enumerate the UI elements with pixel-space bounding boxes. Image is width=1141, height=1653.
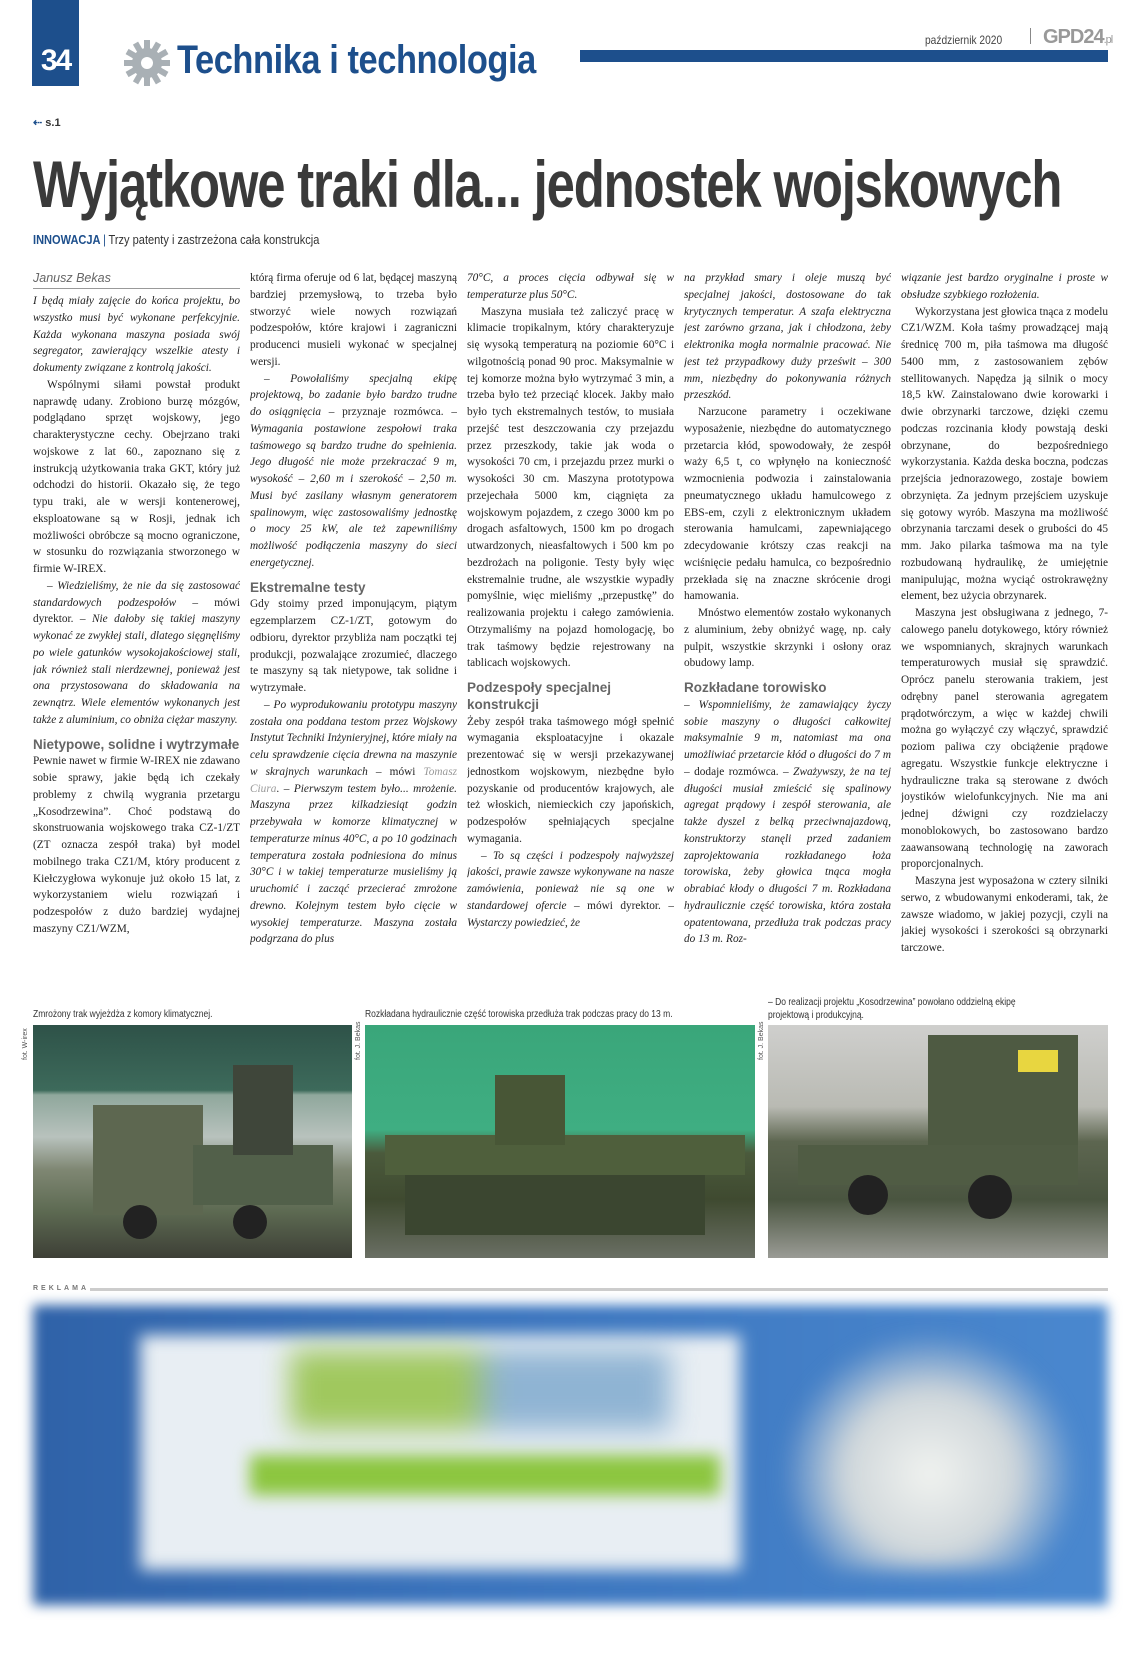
quote-text: – Wiedzieliśmy, że nie da się zastosować standardowych podzespołów (33, 579, 240, 609)
body-text: – mówi dyrektor. – (33, 596, 240, 626)
photo-frozen-sawmill (33, 1025, 352, 1258)
paragraph (467, 270, 674, 304)
paragraph (901, 304, 1108, 606)
quote-text: – Wspomnieliśmy, że zamawiający życzy sobie maszyny o długości całkowitej maksymalnie 9 m, natomiast ma ona umożliwiać przetarcie kłód o długości do 7 m (684, 698, 891, 761)
paragraph (901, 605, 1108, 873)
logo-suffix: .pl (1103, 34, 1113, 46)
quote-text: Pierwszym testem było... mrożenie. Maszyna przez kilkadziesiąt godzin przebywała w komorze klimatycznej w temperaturze minus 40°C, a po 10 godzinach temperatura została podniesiona do minus 30°C i w takiej temperaturze musieliśmy ją uruchomić i zacząć przecierać zmrożone drewno. Kolejnym testem było cięcie w wysokiej temperaturze. Maszyna została podgrzana do plus (250, 782, 457, 946)
photo-credit-1: fot. W-irex (22, 1028, 29, 1060)
paragraph (684, 605, 891, 672)
paragraph (33, 377, 240, 578)
person-name: Tomasz Ciura (250, 765, 457, 795)
body-text: – mówi (367, 765, 424, 778)
paragraph (684, 697, 891, 948)
advertisement-product-image (780, 1330, 1080, 1570)
divider (1030, 28, 1031, 44)
advertisement-strip (250, 1455, 720, 1495)
section-title: Technika i technologia (177, 38, 536, 82)
subheadline: Trzy patenty i zastrzeżona cała konstrukcja (108, 232, 320, 247)
author-byline: Janusz Bekas (33, 270, 240, 289)
continued-from-link[interactable] (33, 116, 61, 129)
arrow-left-icon: ⇠ (33, 117, 43, 129)
photo-caption-2: Rozkładana hydraulicznie część torowiska przedłuża trak podczas pracy do 13 m. (365, 1009, 673, 1020)
photo-caption-1: Zmrożony trak wyjeżdża z komory klimatycznej. (33, 1009, 213, 1020)
paragraph (250, 371, 457, 572)
quote-text: na przykład smary i oleje muszą być specjalnej jakości, dostosowane do tak krytycznych temperatur. A szafa elektryczna jest zarówno grzana, jak i chłodzona, żeby elektronika mogła normalnie pracować. Nie jest też przypadkowy duży prześwit – 300 mm, niezbędny do pokonywania różnych przeszkód. (684, 272, 891, 402)
advertisement-rule (90, 1288, 1108, 1291)
body-text: Wykorzystana jest głowica tnąca z modelu CZ1/WZM. Koła taśmy prowadzącej mają średnicę 700 m, piła taśmowa ma długość 5400 mm, z zastosowaniem zębów stellitowanych. Napędza ją silnik o mocy 18,5 kW. Zainstalowano dwie korowarki i dwie obrzynarki tarczowe, dzięki czemu podczas rozcinania kłody powstają deski obrzynane, do bezpośredniego wykorzystania. Każda deska boczna, podczas przejścia jednorazowego, zostaje bowiem obrzynięta. Za jednym przejściem uzyskuje się gotowy wyrób. Maszyna ma możliwość obrzynania tarczami desek o grubości do 45 mm. Jako pilarka taśmowa ma na tyle rozbudowaną hydraulikę, że umiejętnie manipulując, można wyciąć ostrokrawężny element, bez użycia obrzynarek. (901, 305, 1108, 603)
body-text: Pewnie nawet w firmie W-IREX nie zdawano sobie sprawy, jakie będą ich czekały problemy z chwilą wygrania przetargu „Kosodrzewina”. Choć podstawą do skonstruowania wojskowego traka CZ-1/ZT (ZT oznacza zespół traka) był model mobilnego traka CZ1/M, który producent z Kiełczygłowa wykonuje już około 15 lat, z wykorzystaniem wielu rozwiązań i podzespołów z dużo bardziej wydajnej maszyny CZ1/WZM, (33, 755, 240, 935)
quote-text: – Po wyprodukowaniu prototypu maszyny została ona poddana testom przez Wojskowy Instytut Techniki Inżynieryjnej, które miały na celu sprawdzenie cięcia drewna na maszynie w skrajnych warunkach (250, 698, 457, 778)
body-text: Maszyna musiała też zaliczyć pracę w klimacie tropikalnym, który charakteryzuje się wysoką temperaturą na poziomie 60°C i wilgotnością ponad 90 proc. Maksymalnie w tej komorze można było wytrzymać 3 min, a trzeba było też przeciąć klocek. Jakby mało było tych ekstremalnych testów, to musiała przejść test deszczowania czy przejazdu przez przeszkody, takie jak woda o wysokości 70 cm, i przejazdu przez murki o wysokości 30 cm. Maszyna prototypowa przejechała 5000 km, ciągnięta za wojskowym pojazdem, z czego 3000 km po drogach asfaltowych, 1500 km po drogach utwardzonych, nieasfaltowych i 500 km po bezdrożach na poligonie. Testy były więc ekstremalnie trudne, ale wszystkie wypadły pomyślnie, więc mieliśmy „przepustkę” do realizowania projektu i całego zamówienia. Otrzymaliśmy na pojazd homologację, bo trak taśmowy będzie rejestrowany na tablicach wojskowych. (467, 305, 674, 670)
paragraph (250, 697, 457, 948)
section-rule (580, 50, 1108, 62)
page-number: 34 (32, 0, 79, 86)
body-text: którą firma oferuje od 6 lat, będącej maszyną bardziej przemysłową, to trzeba było stworzyć wiele nowych rozwiązań podzespołów, które krajowi i zagraniczni producenci musieli wykonać w specjalnej wersji. (250, 272, 457, 368)
body-text: Narzucone parametry i oczekiwane wyposażenie, niezbędne do automatycznego przetarcia kłód, spowodowały, że zespół waży 6,5 t, co wpłynęło na konieczność wzmocnienia podwozia i zainstalowania pneumatycznego układu hamulcowego z EBS-em, czyli z elektronicznym układem sterowania hamulcami, zapewniającego zdecydowanie krótszy czas reakcji na wciśnięcie pedału hamulca, co bezpośrednio przekłada się na znaczne skrócenie drogi hamowania. (684, 406, 891, 603)
paragraph (33, 753, 240, 937)
logo-main: GPD24 (1043, 26, 1104, 48)
photo-caption-3: – Do realizacji projektu „Kosodrzewina” powołano oddzielną ekipę projektową i produkcyjną. (768, 997, 1016, 1021)
quote-text: Wymagania postawione zespołowi traka taśmowego są bardzo trudne do spełnienia. Jego długość nie może przekraczać 9 m, wysokość – 2,60 m i szerokość – 2,50 m. Musi być zasilany własnym generatorem spalinowym, więc zastosowaliśmy jednostkę o mocy 25 kW, ale też zapewniliśmy możliwość podłączenia maszyny do sieci energetycznej. (250, 422, 457, 569)
advertisement-label: REKLAMA (33, 1285, 89, 1292)
photo-hydraulic-track (365, 1025, 755, 1258)
paragraph (684, 404, 891, 605)
paragraph (33, 578, 240, 729)
issue-date: październik 2020 (925, 33, 1003, 47)
paragraph (901, 270, 1108, 304)
kicker: INNOWACJA (33, 232, 101, 247)
article-headline: Wyjątkowe traki dla... jednostek wojskowych (33, 147, 1062, 221)
body-text: Żeby zespół traka taśmowego mógł spełnić wymagania eksploatacyjne i okazale prezentować się w wersji przekazywanej jednostkom wojskowym, niezbędne było pozyskanie od producentów krajowych, ale też włoskich, niemieckich czy japońskich, podzespołów spełniających specjalne wymagania. (467, 715, 674, 845)
photo-credit-3: fot. J. Bekas (758, 1021, 765, 1060)
subheading: Podzespoły specjalnej konstrukcji (467, 680, 612, 712)
quote-text: 70°C, a proces cięcia odbywał się w temperaturze plus 50°C. (467, 272, 674, 301)
body-text: Maszyna jest obsługiwana z jednego, 7-calowego panelu dotykowego, który również we wspomnianych, skrajnych warunkach temperaturowych musiał się sprawdzić. Oprócz panelu sterowania trakiem, jest odrębny panel sterowania agregatem prądotwórczym, a więc w każdej chwili można go wyłączyć czy włączyć, sprawdzić poziom paliwa czy obciążenie prądowe agregatu. Wszystkie funkcje elektryczne i hydrauliczne traka są sterowane z dwóch joystików wielofunkcyjnych. Nie ma ani jednej dźwigni czy rozdzielaczy monoblokowych, bo zastosowano bardzo zaawansowaną technologię na zaworach proporcjonalnych. (901, 607, 1108, 871)
photo-credit-2: fot. J. Bekas (355, 1021, 362, 1060)
advertisement-logo (290, 1350, 670, 1430)
subheading: Ekstremalne testy (250, 579, 366, 595)
paragraph (33, 293, 240, 377)
body-text: Wspólnymi siłami powstał produkt naprawdę udany. Zrobiono burzę mózgów, podglądano sprzęt wojskowy, jego charakterystyczne cechy. Obejrzano traki wojskowe z lat 60., zapoznano się z instrukcją użytkowania traka GKT, który już odchodzi do historii. Okazało się, że tego typu traki, ale w wersji kontenerowej, eksploatowane są w Rosji, jednak ich możliwości obróbcze są mocno ograniczone, w stosunku do rozwiązania stworzonego w firmie W-IREX. (33, 378, 240, 575)
body-text: Mnóstwo elementów zostało wykonanych z aluminium, żeby obniżyć wagę, np. cały pulpit, wszystkie skrzynki i osłony oraz obudowy lamp. (684, 607, 891, 670)
body-text: – przyznaje rozmówca. – (321, 406, 457, 418)
subheading: Nietypowe, solidne i wytrzymałe (33, 736, 240, 752)
gear-icon (124, 40, 170, 86)
quote-text: – To są części i podzespoły najwyższej jakości, prawie zawsze wykonywane na nasze zamówienia, ponieważ nie są one w standardowej ofercie (467, 849, 674, 912)
paragraph (467, 304, 674, 673)
body-text: – dodaje rozmówca. – (684, 765, 794, 778)
article-column-5 (901, 270, 1108, 990)
article-column-3 (467, 270, 674, 990)
paragraph (467, 848, 674, 932)
quote-text: Zważywszy, że na tej długości musiał zmieścić się spalinowy agregat prądowy i zespół sterowania, ale także dyszel z belką przeciwnajazdową, konstruktorzy stanęli przed zadaniem zaprojektowania rozkładanego łoża torowiska, żeby głowica tnąca mogła obrabiać kłody o długości 7 m. Rozkładana hydraulicznie część torowiska, która została opatentowana, przedłuża trak podczas pracy do 13 m. Roz- (684, 765, 891, 946)
photo-workshop-sawmill (768, 1025, 1108, 1258)
publication-logo (1043, 26, 1112, 49)
back-ref: s.1 (45, 117, 61, 129)
article-column-2 (250, 270, 457, 990)
subheading: Rozkładane torowisko (684, 680, 827, 695)
quote-text: I będą miały zajęcie do końca projektu, bo wszystko musi być wykonane perfekcyjnie. Każda wykonana maszyna posiada swój segregator, zawierający wszelkie atesty i dokumenty związane z kontrolą jakości. (33, 295, 240, 374)
paragraph (250, 596, 457, 697)
article-column-4 (684, 270, 891, 990)
quote-text: – Powołaliśmy specjalną ekipę projektową, bo zadanie było bardzo trudne do osiągnięcia (250, 372, 457, 418)
paragraph (684, 270, 891, 404)
quote-text: wiązanie jest bardzo oryginalne i proste w obsłudze szybkiego rozłożenia. (901, 272, 1108, 301)
paragraph (250, 270, 457, 371)
quote-text: Wystarczy powiedzieć, że (467, 916, 581, 929)
body-text: . – (276, 782, 294, 795)
article-lead (33, 232, 319, 247)
article-column-1 (33, 270, 240, 990)
quote-text: Nie dałoby się takiej maszyny wykonać ze zwykłej stali, dlatego sięgnęliśmy po wiele gatunków wysokojakościowej stali, jak również stali nierdzewnej, ponieważ jest ona przystosowana do składowania na zewnątrz. Wiele elementów wykonanych jest także z aluminium, co obniża ciężar maszyny. (33, 613, 240, 726)
paragraph (901, 873, 1108, 957)
paragraph (467, 714, 674, 848)
divider: | (103, 232, 106, 247)
body-text: Gdy stoimy przed imponującym, piątym egzemplarzem CZ-1/ZT, gotowym do odbioru, dyrektor przybliża nam początki tej produkcji, pozwalające zrozumieć, dlaczego te maszyny są tak nietypowe, tak solidne i wytrzymałe. (250, 598, 457, 694)
body-text: – mówi dyrektor. – (566, 899, 674, 912)
body-text: Maszyna jest wyposażona w cztery silniki serwo, z wbudowanymi enkoderami, tak, że zawsze wiadomo, w jakiej pozycji, czyli na jakiej wysokości i szerokości są obrzynarki tarczowe. (901, 875, 1108, 954)
